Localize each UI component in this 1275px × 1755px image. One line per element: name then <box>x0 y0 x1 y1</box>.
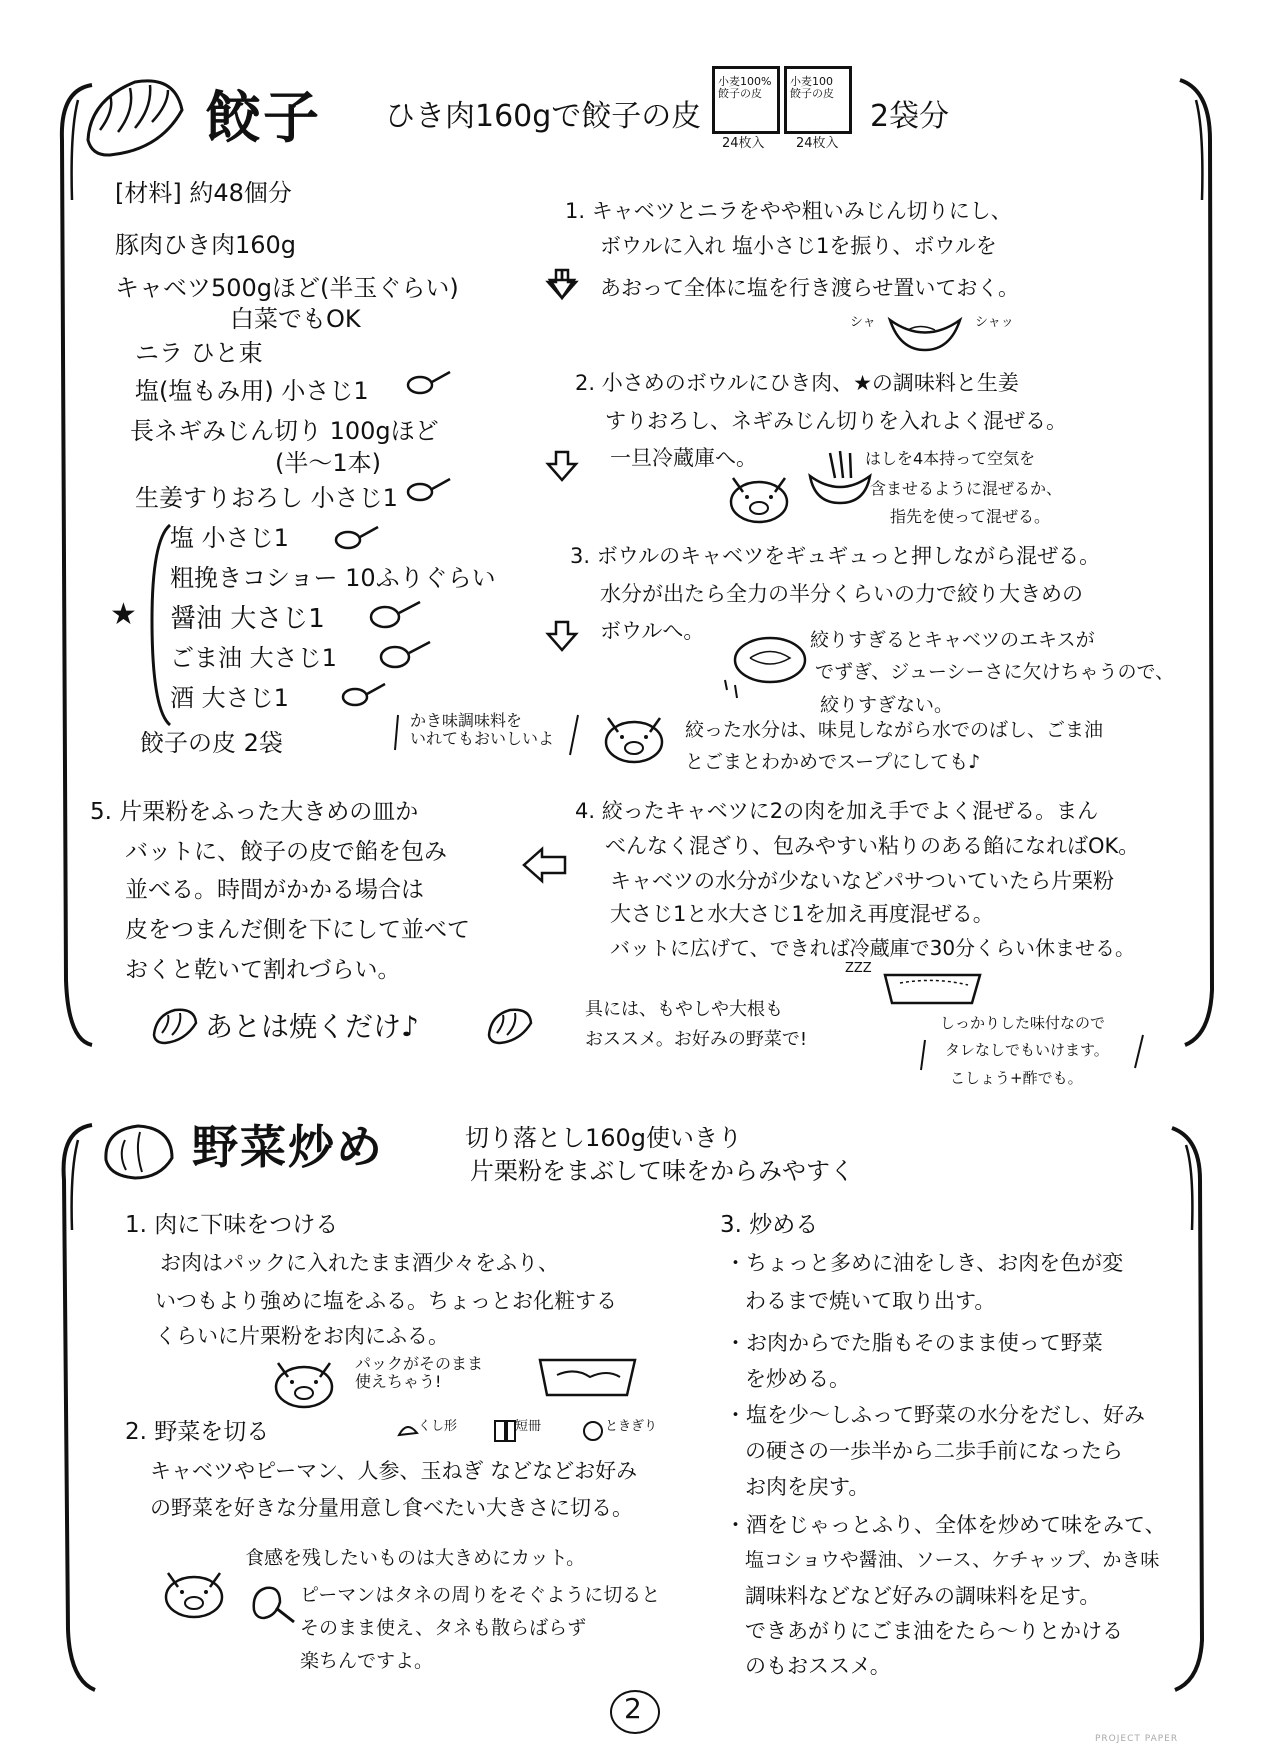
pig-icon-3 <box>270 1355 340 1410</box>
yasai-step2-note-line3: そのまま使え、タネも散らばらず <box>300 1617 587 1639</box>
yasai-step1-line1: お肉はパックに入れたまま酒少々をふり、 <box>160 1251 559 1275</box>
veg-note-line2: おススメ。お好みの野菜で! <box>585 1029 808 1050</box>
yasai-step3-line8: ・酒をじゃっとふり、全体を炒めて味をみて、 <box>725 1513 1166 1537</box>
package-1-label: 小麦100% 餃子の皮 <box>718 75 772 101</box>
ingredient-hakusai: 白菜でもOK <box>230 305 361 333</box>
yasai-step1-line3: くらいに片栗粉をお肉にふる。 <box>155 1324 449 1348</box>
yasai-step3-line4: を炒める。 <box>745 1367 850 1391</box>
star-sesame-oil: ごま油 大さじ1 <box>170 644 337 672</box>
step3-note-line1: 絞りすぎるとキャベツのエキスが <box>810 629 1095 651</box>
step1-sfx-2: シャッ <box>975 315 1014 330</box>
cut-label-tanzaku: 短冊 <box>515 1419 542 1434</box>
ingredient-negi-amount: (半〜1本) <box>275 449 381 477</box>
gyoza-title: 餃子 <box>205 86 321 151</box>
gyoza-subtitle-end: 2袋分 <box>870 99 950 134</box>
gyoza-step3-line3: ボウルへ。 <box>600 619 705 643</box>
gyoza-step4-line2: べんなく混ざり、包みやすい粘りのある餡になればOK。 <box>605 834 1140 858</box>
yasai-step3-heading: 3. 炒める <box>720 1212 819 1238</box>
star-sake: 酒 大さじ1 <box>170 684 289 712</box>
star-salt: 塩 小さじ1 <box>170 524 289 552</box>
ingredients-heading: [材料] 約48個分 <box>115 179 292 207</box>
cabbage-icon <box>100 1120 180 1180</box>
yasai-step3-line10: 調味料などなど好みの調味料を足す。 <box>745 1584 1101 1608</box>
yasai-step2-note-line4: 楽ちんですよ。 <box>300 1650 434 1672</box>
step2-note-line1: はしを4本持って空気を <box>865 449 1036 468</box>
pepper-knife-icon <box>248 1580 298 1625</box>
gyoza-ending: あとは焼くだけ♪ <box>205 1010 419 1043</box>
gyoza-step3-line1: 3. ボウルのキャベツをギュギュっと押しながら混ぜる。 <box>570 544 1101 568</box>
ingredient-ginger: 生姜すりおろし 小さじ1 <box>135 484 398 512</box>
step3-note-line2: でずぎ、ジューシーさに欠けちゃうので、 <box>815 661 1175 683</box>
step4-sfx: ZZZ <box>845 961 872 976</box>
yasai-step2-line2: の野菜を好きな分量用意し食べたい大きさに切る。 <box>150 1496 633 1520</box>
footer-brand: PROJECT PAPER <box>1095 1734 1179 1744</box>
gyoza-step2-line1: 2. 小さめのボウルにひき肉、★の調味料と生姜 <box>575 371 1019 395</box>
package-1-count: 24枚入 <box>722 136 765 151</box>
yasai-step3-line12: のもおススメ。 <box>745 1654 891 1678</box>
ingredient-nira: ニラ ひと束 <box>135 339 263 367</box>
pig-icon-4 <box>160 1565 230 1620</box>
gyoza-step2-line2: すりおろし、ネギみじん切りを入れよく混ぜる。 <box>605 409 1067 433</box>
yasai-step1-heading: 1. 肉に下味をつける <box>125 1212 339 1238</box>
yasai-step2-note-line2: ピーマンはタネの周りをそぐように切ると <box>300 1584 661 1606</box>
gyoza-subtitle: ひき肉160gで餃子の皮 <box>385 99 702 134</box>
gyoza-step4-line4: 大さじ1と水大さじ1を加え再度混ぜる。 <box>610 902 994 926</box>
yasai-step1-note: パックがそのまま 使えちゃう! <box>355 1354 484 1391</box>
package-2-count: 24枚入 <box>796 136 839 151</box>
ingredient-pork: 豚肉ひき肉160g <box>115 231 297 259</box>
gyoza-step3-line2: 水分が出たら全力の半分くらいの力で絞り大きめの <box>600 582 1083 606</box>
cut-shapes-icon <box>395 1415 695 1450</box>
yasai-step3-line1: ・ちょっと多めに油をしき、お肉を色が変 <box>725 1251 1124 1275</box>
step2-note-line2: 含ませるように混ぜるか、 <box>870 479 1063 498</box>
yasai-step3-line6: の硬さの一歩半から二歩手前になったら <box>745 1439 1123 1463</box>
yasai-step2-note-line1: 食感を残したいものは大きめにカット。 <box>245 1547 586 1569</box>
gyoza-step4-line3: キャベツの水分が少ないなどパサついていたら片栗粉 <box>610 869 1114 893</box>
yasai-step3-line7: お肉を戻す。 <box>745 1475 870 1499</box>
step1-sfx-1: シャ <box>850 315 876 330</box>
gyoza-step4-line5: バットに広げて、できれば冷蔵庫で30分くらい休ませる。 <box>610 936 1136 960</box>
step3-note-line3: 絞りすぎない。 <box>820 694 954 716</box>
cut-label-round: ときぎり <box>605 1419 658 1434</box>
step3-soup-line1: 絞った水分は、味見しながら水でのばし、ごま油 <box>685 719 1104 741</box>
gyoza-step5-line4: 皮をつまんだ側を下にして並べて <box>125 917 470 943</box>
gyoza-step1-line1: 1. キャベツとニラをやや粗いみじん切りにし、 <box>565 199 1012 223</box>
meat-pack-icon <box>535 1345 645 1400</box>
yasai-step3-line2: わるまで焼いて取り出す。 <box>745 1289 996 1313</box>
gyoza-step5-line1: 5. 片栗粉をふった大きめの皿か <box>90 799 419 825</box>
cut-label-wedge: くし形 <box>418 1419 458 1434</box>
gyoza-step1-line3: あおって全体に塩を行き渡らせ置いておく。 <box>600 276 1019 300</box>
gyoza-step4-line1: 4. 絞ったキャベツに2の肉を加え手でよく混ぜる。まん <box>575 799 1099 823</box>
veg-note-line1: 具には、もやしや大根も <box>585 999 783 1020</box>
ingredient-salt: 塩(塩もみ用) 小さじ1 <box>135 377 369 405</box>
package-2-label: 小麦100 餃子の皮 <box>790 75 834 101</box>
yasai-subtitle-line2: 片栗粉をまぶして味をからみやすく <box>470 1157 854 1185</box>
star-soy: 醤油 大さじ1 <box>170 604 325 634</box>
yasai-step3-line5: ・塩を少〜しふって野菜の水分をだし、好み <box>725 1403 1145 1427</box>
taste-note-line2: タレなしでもいけます。 <box>945 1041 1109 1059</box>
taste-note-line1: しっかりした味付なので <box>940 1014 1106 1032</box>
gyoza-step1-line2: ボウルに入れ 塩小さじ1を振り、ボウルを <box>600 234 997 258</box>
gyoza-step5-line5: おくと乾いて割れづらい。 <box>125 957 401 983</box>
yasai-step1-line2: いつもより強めに塩をふる。ちょっとお化粧する <box>155 1289 617 1313</box>
yasai-step3-line11: できあがりにごま油をたら〜りとかける <box>745 1619 1123 1643</box>
gyoza-step5-line2: バットに、餃子の皮で餡を包み <box>125 839 447 865</box>
ingredient-cabbage: キャベツ500gほど(半玉ぐらい) <box>115 274 459 302</box>
page-number: 2 <box>624 1692 642 1725</box>
step3-soup-line2: とごまとわかめでスープにしても♪ <box>685 751 981 773</box>
yasai-subtitle-line1: 切り落とし160g使いきり <box>465 1124 743 1152</box>
star-pepper: 粗挽きコショー 10ふりぐらい <box>170 564 496 592</box>
taste-note-line3: こしょう+酢でも。 <box>950 1069 1083 1087</box>
yasai-step3-line9: 塩コショウや醤油、ソース、ケチャップ、かき味 <box>745 1549 1160 1571</box>
step2-note-line3: 指先を使って混ぜる。 <box>890 507 1051 526</box>
ingredient-skin: 餃子の皮 2袋 <box>140 729 283 757</box>
oyster-note: かき味調味料を いれてもおいしいよ <box>410 711 555 748</box>
yasai-step2-line1: キャベツやピーマン、人参、玉ねぎ などなどお好み <box>150 1459 638 1483</box>
yasai-step2-heading: 2. 野菜を切る <box>125 1419 270 1445</box>
yasai-step3-line3: ・お肉からでた脂もそのまま使って野菜 <box>725 1331 1103 1355</box>
yasai-title: 野菜炒め <box>192 1120 384 1174</box>
gyoza-step5-line3: 並べる。時間がかかる場合は <box>125 877 424 903</box>
star-mark: ★ <box>110 597 137 632</box>
gyoza-step2-line3: 一旦冷蔵庫へ。 <box>610 446 757 470</box>
ingredient-negi: 長ネギみじん切り 100gほど <box>130 417 439 445</box>
